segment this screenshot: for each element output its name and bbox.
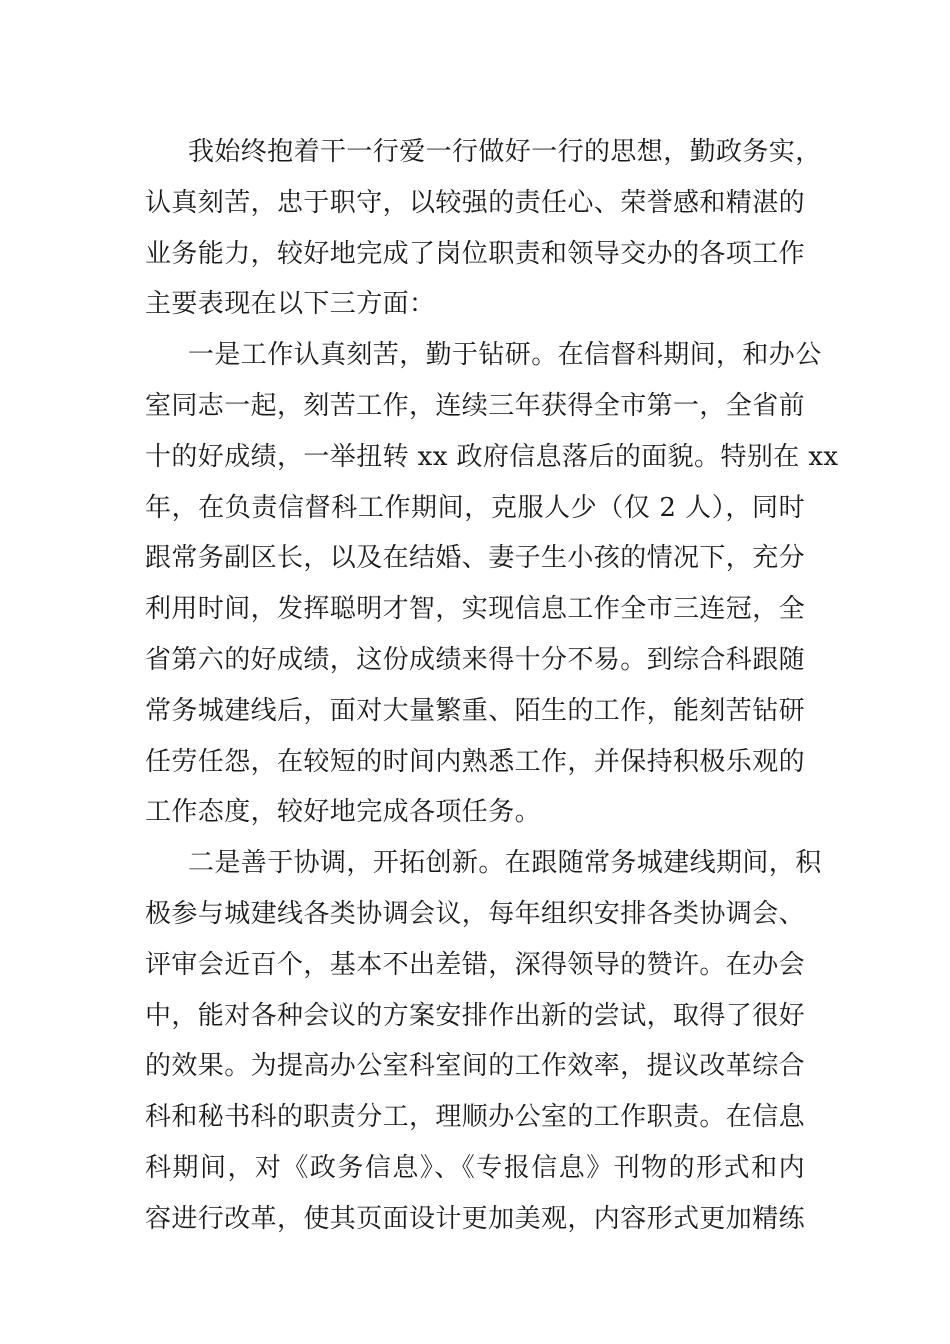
- paragraph-3-line-2: 极参与城建线各类协调会议，每年组织安排各类协调会、: [145, 898, 806, 929]
- paragraph-3-line-7: 科期间，对《政务信息》、《专报信息》刊物的形式和内: [145, 1152, 805, 1183]
- paragraph-2-line-1: 一是工作认真刻苦，勤于钻研。在信督科期间，和办公: [188, 340, 822, 371]
- paragraph-3-line-1: 二是善于协调，开拓创新。在跟随常务城建线期间，积: [188, 848, 822, 879]
- paragraph-2-line-2: 室同志一起，刻苦工作，连续三年获得全市第一，全省前: [145, 390, 806, 421]
- paragraph-3-line-3: 评审会近百个，基本不出差错，深得领导的赞许。在办会: [145, 949, 806, 980]
- paragraph-2-line-9: 任劳任怨，在较短的时间内熟悉工作，并保持积极乐观的: [145, 746, 806, 777]
- paragraph-3-line-4: 中，能对各种会议的方案安排作出新的尝试，取得了很好: [145, 1000, 806, 1031]
- paragraph-3-line-6: 科和秘书科的职责分工，理顺办公室的工作职责。在信息: [145, 1102, 806, 1133]
- paragraph-2-line-5: 跟常务副区长，以及在结婚、妻子生小孩的情况下，充分: [145, 543, 806, 574]
- paragraph-2-line-4: 年，在负责信督科工作期间，克服人少（仅 2 人），同时: [145, 492, 805, 523]
- paragraph-1-line-1: 我始终抱着干一行爱一行做好一行的思想，勤政务实，: [188, 137, 822, 167]
- paragraph-2-line-6: 利用时间，发挥聪明才智，实现信息工作全市三连冠，全: [145, 594, 806, 625]
- paragraph-1-line-3: 业务能力，较好地完成了岗位职责和领导交办的各项工作: [145, 238, 806, 269]
- paragraph-3-line-8: 容进行改革，使其页面设计更加美观，内容形式更加精练: [145, 1203, 806, 1234]
- paragraph-2-line-10: 工作态度，较好地完成各项任务。: [145, 797, 542, 828]
- paragraph-2-line-3: 十的好成绩，一举扭转 xx 政府信息落后的面貌。特别在 xx: [145, 441, 839, 472]
- paragraph-3-line-5: 的效果。为提高办公室科室间的工作效率，提议改革综合: [145, 1051, 806, 1082]
- paragraph-1-line-4: 主要表现在以下三方面：: [145, 289, 436, 320]
- paragraph-2-line-8: 常务城建线后，面对大量繁重、陌生的工作，能刻苦钻研: [145, 695, 806, 726]
- body-text: [145, 127, 839, 1245]
- paragraph-1-line-2: 认真刻苦，忠于职守，以较强的责任心、荣誉感和精湛的: [145, 187, 806, 218]
- paragraph-2-line-7: 省第六的好成绩，这份成绩来得十分不易。到综合科跟随: [145, 644, 806, 675]
